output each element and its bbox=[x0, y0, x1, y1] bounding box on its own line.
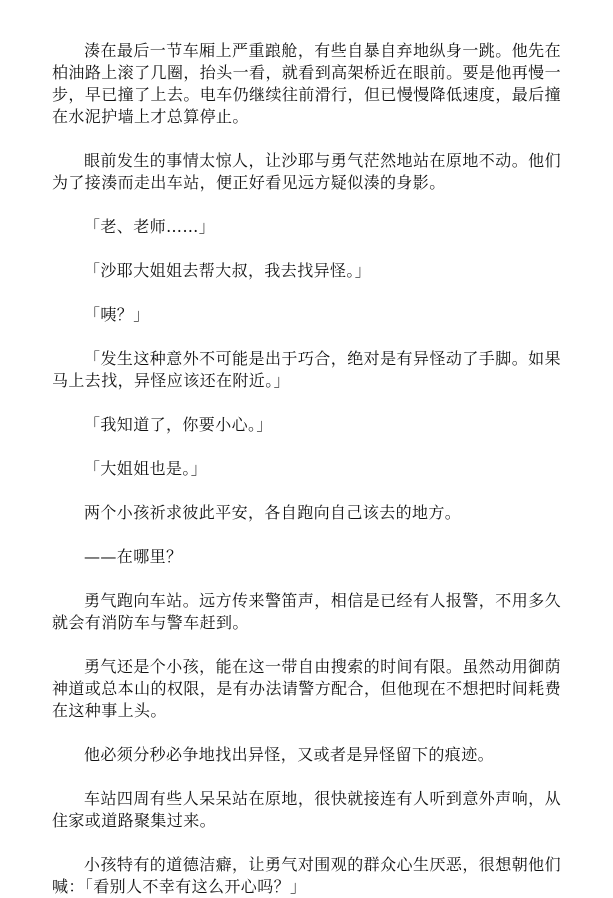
dialogue-line: 「老、老师……」 bbox=[84, 217, 216, 236]
paragraph: ——在哪里？ bbox=[84, 547, 183, 566]
paragraph: 湊在最后一节车厢上严重踉舱，有些自暴自弃地纵身一跳。他先在柏油路上滚了几圈，抬头一看，就看到高架桥近在眼前。要是他再慢一步，早已撞了上去。电车仍继续往前滑行，但已慢慢降低速度，最后撞在水泥护墙上才总算停止。 bbox=[52, 41, 561, 126]
dialogue-line: 「我知道了，你要小心。」 bbox=[84, 415, 273, 434]
paragraph: 他必须分秒必争地找出异怪，又或者是异怪留下的痕迹。 bbox=[84, 745, 495, 764]
dialogue-line: 「大姐姐也是。」 bbox=[84, 459, 208, 478]
dialogue-line: 「发生这种意外不可能是出于巧合，绝对是有异怪动了手脚。如果马上去找，异怪应该还在附近。」 bbox=[52, 349, 561, 390]
paragraph: 勇气跑向车站。远方传来警笛声，相信是已经有人报警，不用多久就会有消防车与警车赶到。 bbox=[52, 591, 561, 632]
dialogue-line: 「沙耶大姐姐去帮大叔，我去找异怪。」 bbox=[84, 261, 372, 280]
paragraph: 车站四周有些人呆呆站在原地，很快就接连有人听到意外声响，从住家或道路聚集过来。 bbox=[52, 789, 561, 830]
paragraph: 眼前发生的事情太惊人，让沙耶与勇气茫然地站在原地不动。他们为了接湊而走出车站，便正好看见远方疑似湊的身影。 bbox=[52, 151, 561, 192]
paragraph: 小孩特有的道德洁癖，让勇气对围观的群众心生厌恶，很想朝他们喊：「看别人不幸有这么开心吗？」 bbox=[52, 855, 561, 896]
paragraph: 勇气还是个小孩，能在这一带自由搜索的时间有限。虽然动用御荫神道或总本山的权限，是有办法请警方配合，但他现在不想把时间耗费在这种事上头。 bbox=[52, 657, 561, 720]
dialogue-line: 「咦？」 bbox=[84, 305, 150, 324]
paragraph: 两个小孩祈求彼此平安，各自跑向自己该去的地方。 bbox=[84, 503, 462, 522]
